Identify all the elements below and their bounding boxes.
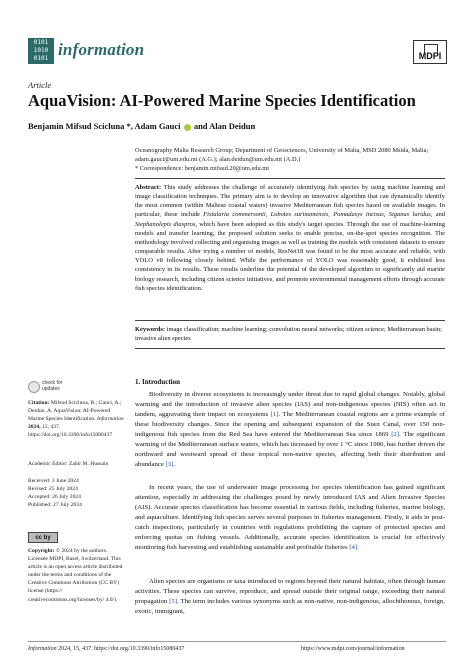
abstract-species: Fistularia commersonii, Lobotes surinamensis, Pomadasys incisus, Siganus luridus, xyxy=(203,211,433,219)
keywords-top-rule xyxy=(135,320,445,321)
keywords-label: Keywords: xyxy=(135,326,166,333)
author-list xyxy=(28,121,255,131)
date-accepted: Accepted: 26 July 2024 xyxy=(28,494,81,500)
abstract-text: This study addresses the challenge of accurately identifying fish species by using machine learning and image classification techniques. The primary aim is to develop an innovative algorithm that can dynamically identify the most common (within Maltese coastal waters) invasive Mediterranean fish species based on available images. In particular, these include xyxy=(135,184,445,219)
footer-doi[interactable]: 2024, 15, 437. https://doi.org/10.3390/info15080437 xyxy=(56,646,185,652)
cc-by-license-icon[interactable]: cc by xyxy=(28,532,58,543)
author-emails: adam.gauci@um.edu.mt (A.G.); alan.deidun@um.edu.mt (A.D.) xyxy=(135,156,301,163)
abstract-top-rule xyxy=(135,178,445,179)
check-updates-icon[interactable] xyxy=(28,381,40,393)
abstract-text-3: , which have been adopted as this study's target species. Through the use of machine-learning models and transfer learning, the proposed solution seeks to enable precise, on-the-spot species recognition. The methodology involved collecting and organising images as well as training the models with consistent datasets to ensure comparable results. After trying a number of models, ResNet18 was found to be the most accurate and reliable, with YOLO v8 following closely behind. While the performance of YOLO was reasonably good, it exhibited less consistency in its results. These results underline the potential of the developed algorithm to significantly aid marine biology research, including citizen science initiatives, and promote environmental management efforts through accurate fish species identification. xyxy=(135,220,445,292)
citation-rest[interactable]: , 437. https://doi.org/10.3390/info15080437 xyxy=(28,424,113,439)
keywords xyxy=(135,325,445,343)
journal-name: information xyxy=(58,40,145,59)
p3-text-a: Alien species are organisms or taxa introduced to regions beyond their natural habitats, often through human activities. These species can survive, reproduce, and spread outside their original range, exceeding their natural propagation xyxy=(135,578,445,606)
footer-journal: Information xyxy=(28,646,57,652)
footer-journal-url[interactable]: https://www.mdpi.com/journal/information xyxy=(301,646,405,652)
date-received: Received: 3 June 2024 xyxy=(28,478,79,484)
orcid-icon[interactable] xyxy=(184,124,191,131)
p2-text-b: . xyxy=(357,544,359,552)
intro-paragraph-1 xyxy=(135,390,445,470)
intro-paragraph-3 xyxy=(135,577,445,617)
journal-logo-icon: 0101 1010 0101 xyxy=(28,38,54,64)
p1-text-a: Biodiversity in diverse ecosystems is increasingly under threat due to rapid global changes. Notably, global warming and the introduction of invasive alien species (IAS) and non-indigenous species (NIS) often act in tandem, aggravating their impact on ecosystems xyxy=(135,391,445,419)
citation-year: 2024, xyxy=(28,424,42,431)
affiliation: Oceanography Malta Research Group; Department of Geosciences, University of Malta, MSD 2080 Msida, Malta; xyxy=(135,147,429,154)
p1-text-d: . xyxy=(173,461,176,469)
article-title: AquaVision: AI-Powered Marine Species Identification xyxy=(28,91,416,110)
abstract-species-2: Stephanolepis diaspros xyxy=(135,220,196,228)
footer-citation xyxy=(28,646,184,652)
date-published: Published: 27 July 2024 xyxy=(28,502,82,508)
footer-rule xyxy=(28,641,446,642)
p3-text-b: . The term includes various synonyms such as non-native, non-indigenous, allochthonous, foreign, exotic, immigrant, xyxy=(135,598,445,616)
copyright-label: Copyright: xyxy=(28,548,55,554)
citation-link-2[interactable]: [2] xyxy=(391,431,400,439)
p2-text-a: In recent years, the use of underwater image processing for species identification has gained significant attention, especially in addressing the challenges posed by newly introduced IAS and Alien Invasive Species (AIS). Accurate species classification has become essential in various fields, including fisheries, marine biology, and aquaculture. Identifying fish species serves several purposes in fisheries management. Firstly, it aids in post-catch inspections, particularly in countries with regulations prohibiting the capture of protected species and enforcing quotas on fishing vessels. Additionally, accurate species identification is crucial for effectively monitoring fish harvesting and establishing sustainable and profitable fisheries xyxy=(135,484,445,552)
keywords-bottom-rule xyxy=(135,348,445,349)
citation-link-4[interactable]: [4] xyxy=(349,544,358,552)
abstract-label: Abstract: xyxy=(135,184,162,191)
citation-label: Citation: xyxy=(28,400,50,406)
p1-text-b: . The Mediterranean coastal regions are a prime example of these biodiversity changes. Since the opening and subsequent expansion of the Suez Canal, over 150 non-indigenous fish species from the Red Sea have entered the Mediterranean Sea since 1869 xyxy=(135,411,445,439)
academic-editor: Academic Editor: Zahir M. Hussain xyxy=(28,461,109,467)
correspondence: * Correspondence: benjamin.mifsud.20@um.edu.mt xyxy=(135,165,270,172)
mdpi-logo: MDPI xyxy=(413,40,447,64)
citation xyxy=(28,399,124,439)
abstract xyxy=(135,183,445,293)
citation-link-5[interactable]: [5] xyxy=(169,598,178,606)
section-heading: 1. Introduction xyxy=(135,378,180,386)
check-updates-label[interactable]: check for updates xyxy=(42,380,63,392)
p1-text-c: . The significant warming of the Mediterranean surface waters, which has increased by over 1 °C since 1980, has further driven the northward and westward spread of these tropical non-native species, affecting both their distribution and abundance xyxy=(135,431,445,469)
article-type: Article xyxy=(28,80,52,90)
citation-text: Mifsud Scicluna, B.; Gauci, A.; Deidun, A. AquaVision: AI-Powered Marine Species Identification. xyxy=(28,400,122,423)
citation-link-3[interactable]: [3] xyxy=(165,461,174,469)
copyright-text: © 2024 by the authors. Licensee MDPI, Basel, Switzerland. This article is an open access article distributed under the terms and conditions of the Creative Commons Attribution (CC BY) license (https:// creativecommons.org/licenses/by/ 4.0/). xyxy=(28,548,123,603)
keywords-text: image classification; machine learning; convolution neural networks; citizen science; Mediterranean basin; invasive alien species xyxy=(135,326,442,343)
citation-journal: Information xyxy=(96,416,124,423)
intro-paragraph-2 xyxy=(135,483,445,553)
copyright xyxy=(28,547,124,604)
citation-link-1[interactable]: [1] xyxy=(270,411,279,419)
authors-part-1: Benjamin Mifsud Scicluna *, Adam Gauci xyxy=(28,121,183,131)
authors-part-2: and Alan Deidun xyxy=(191,121,256,131)
abstract-text-2: and xyxy=(432,211,446,219)
date-revised: Revised: 25 July 2024 xyxy=(28,486,78,492)
citation-volume: 15 xyxy=(41,424,48,431)
